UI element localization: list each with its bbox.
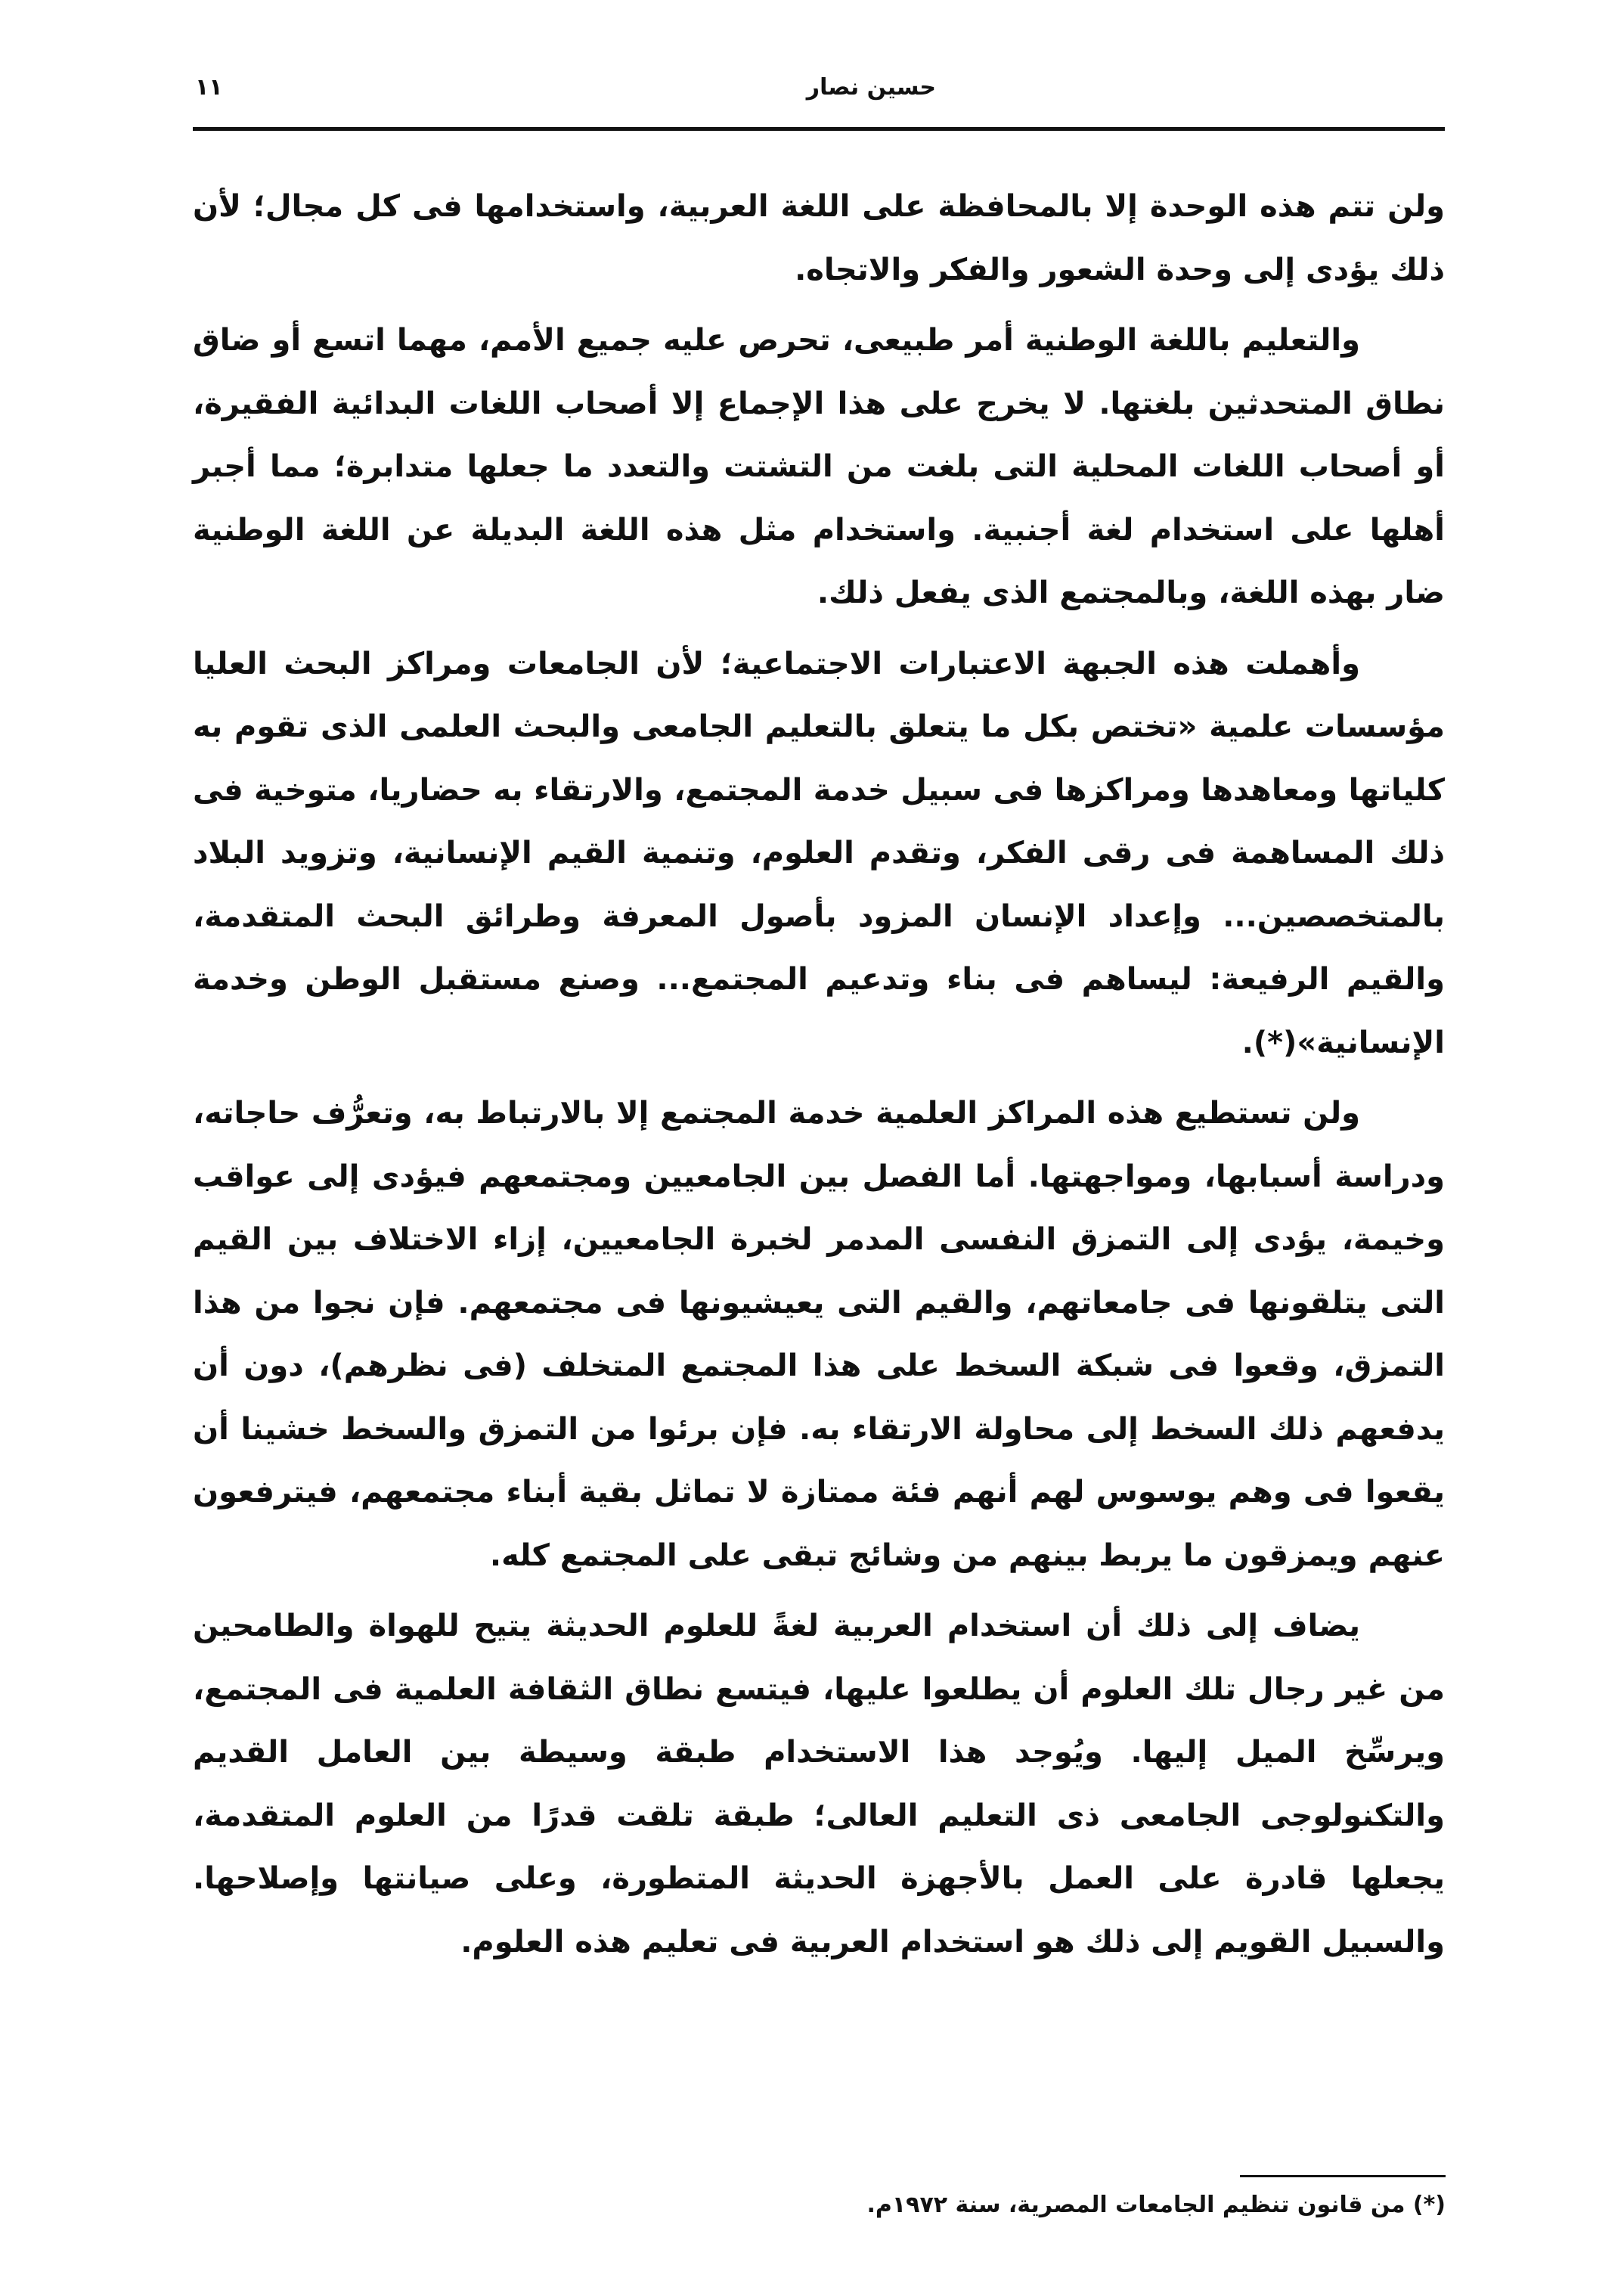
page-header — [195, 67, 1443, 112]
body-text — [193, 175, 1445, 1974]
page-number: ١١ — [195, 74, 223, 101]
paragraph-5: يضاف إلى ذلك أن استخدام العربية لغةً للعلوم الحديثة يتيح للهواة والطامحين من غير رجال تلك العلوم أن يطلعوا عليها، فيتسع نطاق الثقافة العلمية فى المجتمع، ويرسِّخ الميل إليها. ويُوجد هذا الاستخدام طبقة وسيطة بين العامل القديم والتكنولوجى الجامعى ذى التعليم العالى؛ طبقة تلقت قدرًا من العلوم المتقدمة، يجعلها قادرة على العمل بالأجهزة الحديثة المتطورة، وعلى صيانتها وإصلاحها. والسبيل القويم إلى ذلك هو استخدام العربية فى تعليم هذه العلوم. — [193, 1609, 1445, 1959]
running-title: حسين نصار — [806, 74, 936, 101]
footnote-rule — [1240, 2175, 1446, 2177]
paragraph-2: والتعليم باللغة الوطنية أمر طبيعى، تحرص عليه جميع الأمم، مهما اتسع أو ضاق نطاق المتحدثين بلغتها. لا يخرج على هذا الإجماع إلا أصحاب اللغات البدائية الفقيرة، أو أصحاب اللغات المحلية التى بلغت من التشتت والتعدد ما جعلها متدابرة؛ مما أجبر أهلها على استخدام لغة أجنبية. واستخدام مثل هذه اللغة البديلة عن اللغة الوطنية ضار بهذه اللغة، وبالمجتمع الذى يفعل ذلك. — [193, 323, 1445, 610]
footnote: (*) من قانون تنظيم الجامعات المصرية، سنة ١٩٧٢م. — [866, 2192, 1446, 2218]
paragraph-1: ولن تتم هذه الوحدة إلا بالمحافظة على اللغة العربية، واستخدامها فى كل مجال؛ لأن ذلك يؤدى إلى وحدة الشعور والفكر والاتجاه. — [193, 189, 1445, 287]
paragraph-3: وأهملت هذه الجبهة الاعتبارات الاجتماعية؛ لأن الجامعات ومراكز البحث العليا مؤسسات علمية «تختص بكل ما يتعلق بالتعليم الجامعى والبحث العلمى الذى تقوم به كلياتها ومعاهدها ومراكزها فى سبيل خدمة المجتمع، والارتقاء به حضاريا، متوخية فى ذلك المساهمة فى رقى الفكر، وتقدم العلوم، وتنمية القيم الإنسانية، وتزويد البلاد بالمتخصصين... وإعداد الإنسان المزود بأصول المعرفة وطرائق البحث المتقدمة، والقيم الرفيعة: ليساهم فى بناء وتدعيم المجتمع... وصنع مستقبل الوطن وخدمة الإنسانية»(*). — [193, 646, 1445, 1060]
paragraph-4: ولن تستطيع هذه المراكز العلمية خدمة المجتمع إلا بالارتباط به، وتعرُّف حاجاته، ودراسة أسبابها، ومواجهتها. أما الفصل بين الجامعيين ومجتمعهم فيؤدى إلى عواقب وخيمة، يؤدى إلى التمزق النفسى المدمر لخبرة الجامعيين، إزاء الاختلاف بين القيم التى يتلقونها فى جامعاتهم، والقيم التى يعيشيونها فى مجتمعهم. فإن نجوا من هذا التمزق، وقعوا فى شبكة السخط على هذا المجتمع المتخلف (فى نظرهم)، دون أن يدفعهم ذلك السخط إلى محاولة الارتقاء به. فإن برئوا من التمزق والسخط خشينا أن يقعوا فى وهم يوسوس لهم أنهم فئة ممتازة لا تماثل بقية أبناء مجتمعهم، فيترفعون عنهم ويمزقون ما يربط بينهم من وشائج تبقى على المجتمع كله. — [193, 1096, 1445, 1573]
header-rule — [193, 127, 1445, 131]
